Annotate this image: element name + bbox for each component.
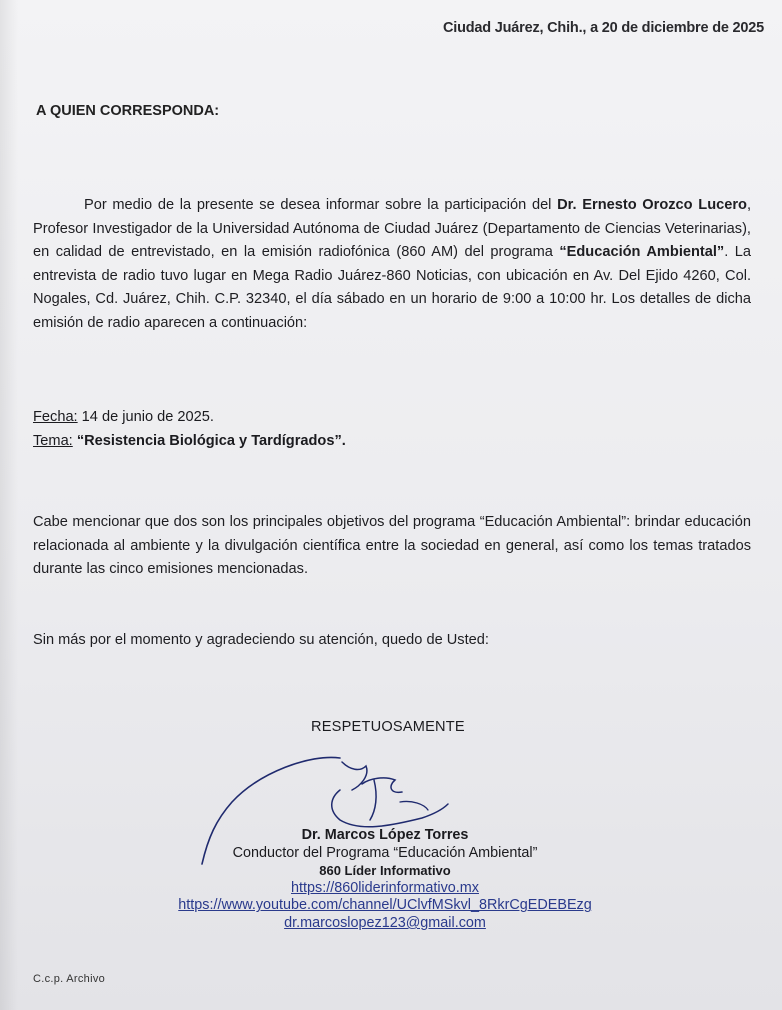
closing-word: RESPETUOSAMENTE [311, 719, 465, 735]
website-link[interactable]: https://860liderinformativo.mx [291, 879, 479, 896]
page-shadow [0, 0, 18, 1010]
date-line: Ciudad Juárez, Chih., a 20 de diciembre de 2025 [443, 20, 764, 36]
tema-label: Tema: [33, 433, 73, 449]
intro-text-3: . La entrevista de radio tuvo lugar en Mega Radio Juárez-860 Noticias, con ubicación en Av. Del Ejido 4260, Col. Nogales, Cd. Juárez, Chih. C.P. 32340, el día sábado en un horario de 9:00 a 10:00 hr. Los detalles de dicha emisión de radio aparecen a continuación: [33, 244, 751, 331]
copy-note: C.c.p. Archivo [33, 973, 106, 985]
salutation: A QUIEN CORRESPONDA: [36, 103, 220, 119]
fecha-value: 14 de junio de 2025. [77, 409, 214, 425]
signature-block [160, 827, 610, 933]
intro-text-2: , Profesor Investigador de la Universidad Autónoma de Ciudad Juárez (Departamento de Ciencias Veterinarias), en calidad de entrevistado, en la emisión radiofónica (860 AM) del programa [33, 197, 751, 260]
email-link[interactable]: dr.marcoslopez123@gmail.com [284, 914, 486, 931]
tema-row [33, 429, 346, 453]
intro-text-1: Por medio de la presente se desea informar sobre la participación del [84, 197, 558, 213]
program-name: “Educación Ambiental” [559, 244, 725, 260]
tema-value: “Resistencia Biológica y Tardígrados”. [76, 433, 346, 449]
fecha-row [33, 405, 346, 429]
paragraph-intro [33, 194, 751, 335]
interviewee-name: Dr. Ernesto Orozco Lucero [557, 197, 747, 213]
signer-name: Dr. Marcos López Torres [301, 827, 469, 843]
paragraph-closing: Sin más por el momento y agradeciendo su atención, quedo de Usted: [33, 632, 489, 648]
signer-role: Conductor del Programa “Educación Ambiental” [232, 844, 538, 861]
youtube-link[interactable]: https://www.youtube.com/channel/UClvfMSkvl_8RkrCgEDEBEzg [178, 897, 592, 914]
broadcast-details [33, 405, 346, 453]
paragraph-objectives: Cabe mencionar que dos son los principales objetivos del programa “Educación Ambiental”: brindar educación relacionada al ambiente y la divulgación científica entre la sociedad en general, así como los temas tratados durante las cinco emisiones mencionadas. [33, 514, 751, 577]
fecha-label: Fecha: [33, 409, 78, 425]
signer-organization: 860 Líder Informativo [319, 863, 451, 879]
